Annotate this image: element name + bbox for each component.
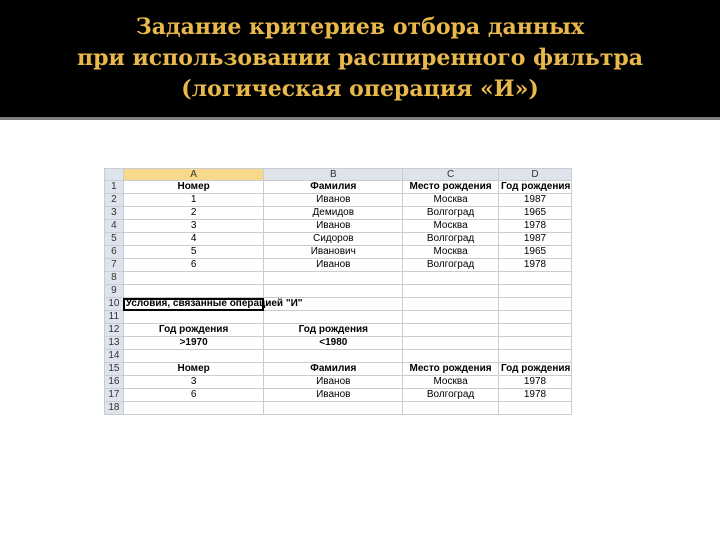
cell-b[interactable]: Иванов <box>264 194 403 207</box>
table-row <box>105 311 572 324</box>
cell-c[interactable]: Волгоград <box>403 233 499 246</box>
table-row <box>105 220 572 233</box>
cell-b[interactable]: Год рождения <box>264 324 403 337</box>
cell-b[interactable] <box>264 402 403 415</box>
cell-c[interactable]: Волгоград <box>403 389 499 402</box>
spreadsheet-grid <box>104 168 572 415</box>
cell-b[interactable]: Иванов <box>264 220 403 233</box>
cell-a[interactable]: 1 <box>123 194 264 207</box>
table-row <box>105 376 572 389</box>
cell-d[interactable]: 1965 <box>499 207 572 220</box>
cell-a[interactable] <box>123 350 264 363</box>
cell-c[interactable] <box>403 350 499 363</box>
cell-b[interactable]: Иванович <box>264 246 403 259</box>
cell-d[interactable]: 1978 <box>499 376 572 389</box>
table-row <box>105 350 572 363</box>
cell-b[interactable] <box>264 350 403 363</box>
cell-d[interactable]: 1987 <box>499 194 572 207</box>
cell-d[interactable] <box>499 311 572 324</box>
table-row <box>105 233 572 246</box>
title-line-1: Задание критериев отбора данных <box>135 14 585 40</box>
cell-c[interactable] <box>403 324 499 337</box>
row-header[interactable]: 5 <box>105 233 124 246</box>
row-header[interactable]: 7 <box>105 259 124 272</box>
corner-cell[interactable] <box>105 169 124 181</box>
cell-d[interactable] <box>499 324 572 337</box>
cell-c[interactable] <box>403 311 499 324</box>
cell-a[interactable] <box>123 272 264 285</box>
row-header[interactable]: 17 <box>105 389 124 402</box>
cell-a[interactable]: Год рождения <box>123 324 264 337</box>
cell-d[interactable]: Год рождения <box>499 363 572 376</box>
table-row <box>105 207 572 220</box>
cell-c[interactable] <box>403 298 499 311</box>
cell-a[interactable] <box>123 402 264 415</box>
grid-body <box>105 181 572 415</box>
title-divider <box>0 117 720 120</box>
table-row <box>105 402 572 415</box>
row-header[interactable]: 15 <box>105 363 124 376</box>
row-header[interactable]: 2 <box>105 194 124 207</box>
cell-d[interactable]: 1978 <box>499 259 572 272</box>
cell-c[interactable]: Москва <box>403 220 499 233</box>
cell-c[interactable] <box>403 337 499 350</box>
row-header[interactable]: 4 <box>105 220 124 233</box>
cell-d[interactable]: 1978 <box>499 389 572 402</box>
table-row <box>105 337 572 350</box>
row-header[interactable]: 6 <box>105 246 124 259</box>
cell-b[interactable]: Иванов <box>264 376 403 389</box>
cell-a[interactable]: >1970 <box>123 337 264 350</box>
cell-a[interactable]: 3 <box>123 220 264 233</box>
cell-a[interactable]: Номер <box>123 181 264 194</box>
table-row <box>105 389 572 402</box>
cell-d[interactable] <box>499 337 572 350</box>
cell-c[interactable]: Волгоград <box>403 259 499 272</box>
cell-b[interactable]: Демидов <box>264 207 403 220</box>
cell-b[interactable]: Иванов <box>264 259 403 272</box>
column-header-c[interactable]: C <box>403 169 499 181</box>
spreadsheet-screenshot <box>104 168 570 423</box>
cell-b[interactable]: Сидоров <box>264 233 403 246</box>
cell-c[interactable]: Место рождения <box>403 181 499 194</box>
row-header[interactable]: 13 <box>105 337 124 350</box>
cell-d[interactable] <box>499 298 572 311</box>
cell-c[interactable]: Москва <box>403 246 499 259</box>
row-header[interactable]: 3 <box>105 207 124 220</box>
cell-d[interactable]: 1978 <box>499 220 572 233</box>
cell-d[interactable] <box>499 272 572 285</box>
cell-b[interactable] <box>264 311 403 324</box>
table-row <box>105 298 572 311</box>
cell-d[interactable] <box>499 402 572 415</box>
cell-a[interactable]: Номер <box>123 363 264 376</box>
title-line-3: (логическая операция «И») <box>181 76 539 102</box>
row-header[interactable]: 1 <box>105 181 124 194</box>
cell-b[interactable]: Иванов <box>264 389 403 402</box>
cell-d[interactable]: 1965 <box>499 246 572 259</box>
title-line-2: при использовании расширенного фильтра <box>77 45 643 71</box>
table-row <box>105 324 572 337</box>
cell-b[interactable]: <1980 <box>264 337 403 350</box>
cell-b[interactable] <box>264 272 403 285</box>
row-header[interactable]: 12 <box>105 324 124 337</box>
cell-d[interactable] <box>499 350 572 363</box>
column-header-row <box>105 169 572 181</box>
title-bar <box>0 0 720 117</box>
row-header[interactable]: 8 <box>105 272 124 285</box>
cell-a[interactable] <box>123 311 264 324</box>
row-header[interactable]: 16 <box>105 376 124 389</box>
row-header[interactable]: 10 <box>105 298 124 311</box>
cell-d[interactable]: Год рождения <box>499 181 572 194</box>
row-header[interactable]: 14 <box>105 350 124 363</box>
cell-c[interactable] <box>403 272 499 285</box>
table-row <box>105 272 572 285</box>
table-row <box>105 246 572 259</box>
table-row <box>105 259 572 272</box>
cell-d[interactable] <box>499 285 572 298</box>
table-row <box>105 363 572 376</box>
cell-a[interactable]: 4 <box>123 233 264 246</box>
cell-a[interactable]: 6 <box>123 259 264 272</box>
table-row <box>105 285 572 298</box>
cell-a[interactable]: 2 <box>123 207 264 220</box>
cell-c[interactable] <box>403 402 499 415</box>
row-header[interactable]: 9 <box>105 285 124 298</box>
row-header[interactable]: 11 <box>105 311 124 324</box>
column-header-a[interactable]: A <box>123 169 264 181</box>
cell-a[interactable]: 3 <box>123 376 264 389</box>
cell-b[interactable] <box>264 285 403 298</box>
column-header-d[interactable]: D <box>499 169 572 181</box>
cell-c[interactable]: Место рождения <box>403 363 499 376</box>
cell-c[interactable]: Волгоград <box>403 207 499 220</box>
selected-condition-cell[interactable]: Условия, связанные операцией "И" <box>123 298 264 311</box>
cell-c[interactable] <box>403 285 499 298</box>
cell-c[interactable]: Москва <box>403 376 499 389</box>
table-row <box>105 194 572 207</box>
row-header[interactable]: 18 <box>105 402 124 415</box>
table-row <box>105 181 572 194</box>
cell-a[interactable]: 6 <box>123 389 264 402</box>
cell-d[interactable]: 1987 <box>499 233 572 246</box>
cell-a[interactable] <box>123 285 264 298</box>
cell-b[interactable]: Фамилия <box>264 363 403 376</box>
cell-c[interactable]: Москва <box>403 194 499 207</box>
cell-a[interactable]: 5 <box>123 246 264 259</box>
column-header-b[interactable]: B <box>264 169 403 181</box>
cell-b[interactable]: Фамилия <box>264 181 403 194</box>
